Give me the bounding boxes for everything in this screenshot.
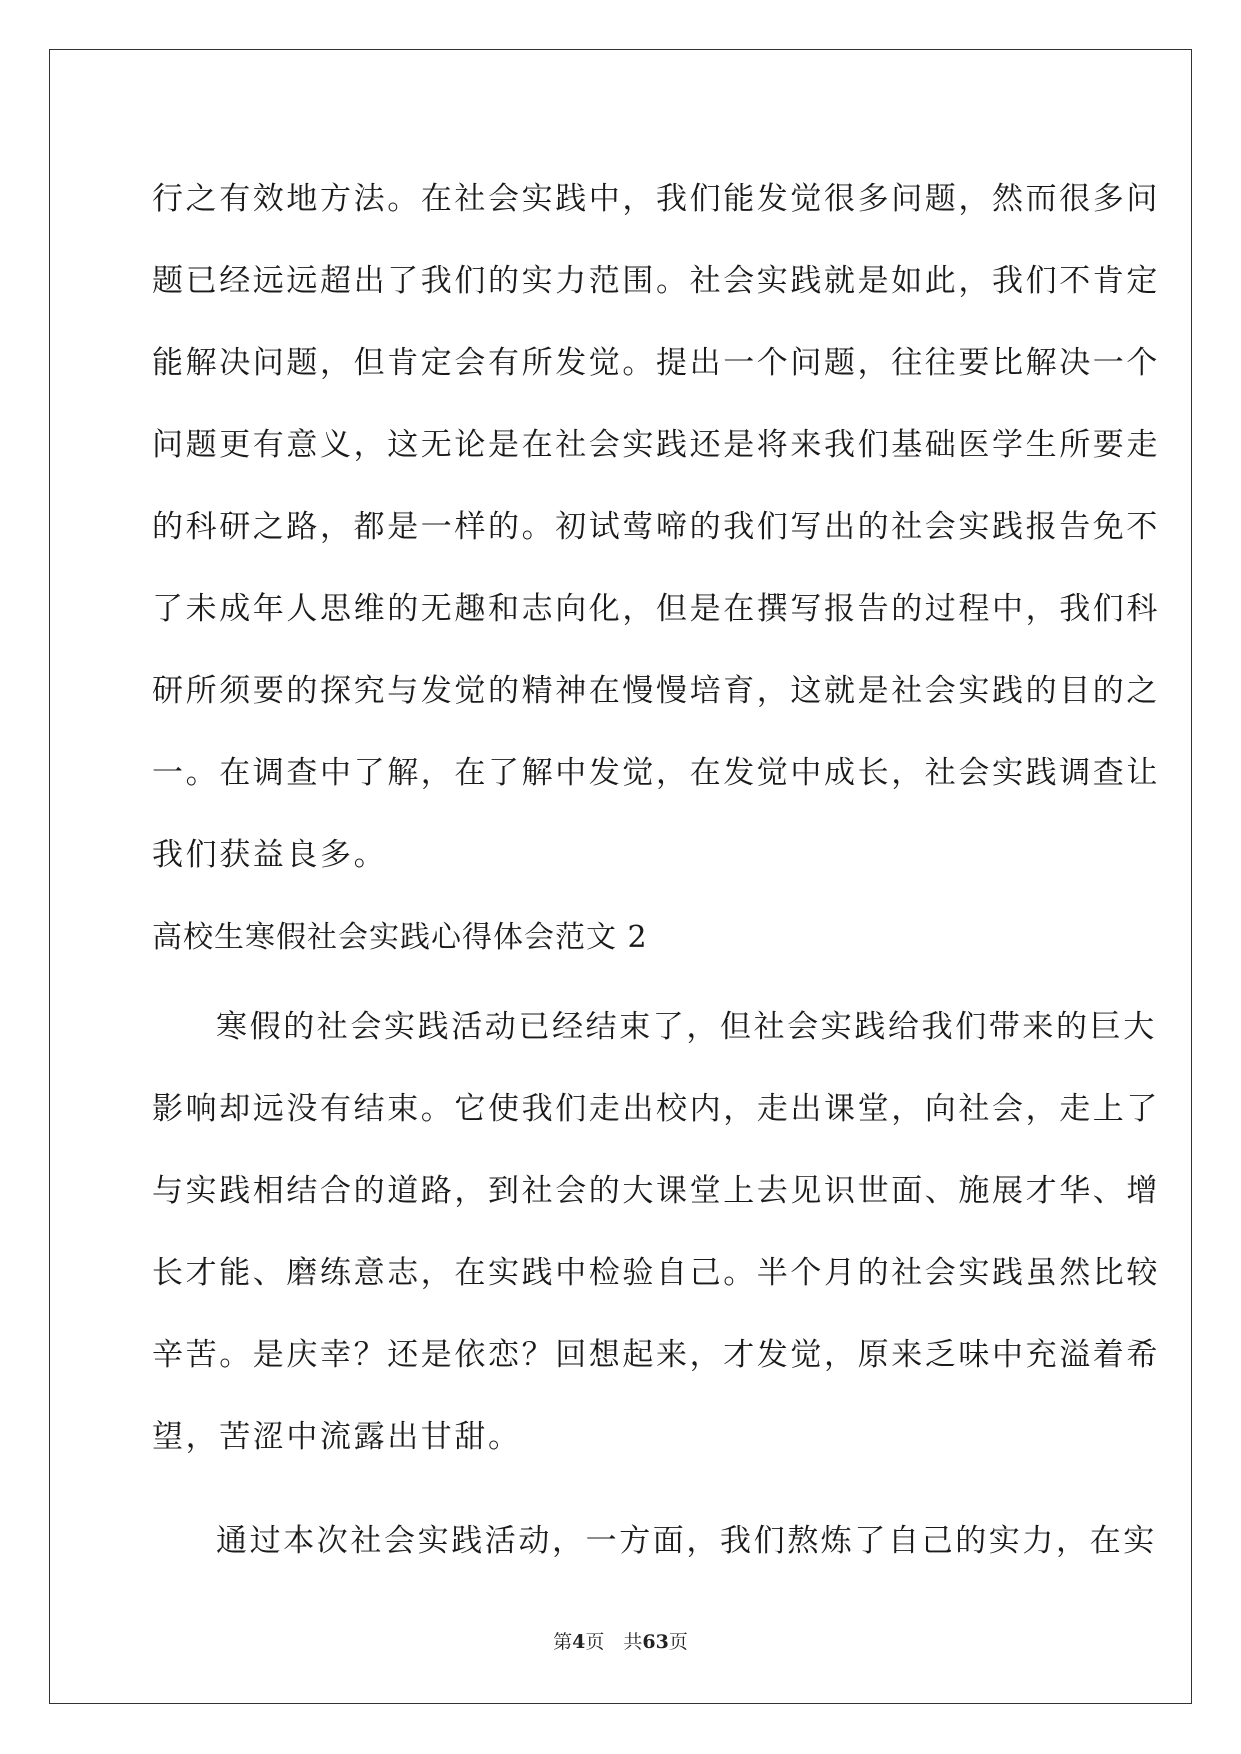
footer-page-suffix: 页 xyxy=(585,1631,605,1653)
text-line: 了未成年人思维的无趣和志向化，但是在撰写报告的过程中，我们科 xyxy=(152,591,1160,627)
continued-paragraph xyxy=(152,158,1160,896)
document-body xyxy=(152,158,1160,1582)
text-line: 与实践相结合的道路，到社会的大课堂上去见识世面、施展才华、增 xyxy=(152,1173,1160,1209)
text-line: 行之有效地方法。在社会实践中，我们能发觉很多问题，然而很多问 xyxy=(152,181,1160,217)
text-line: 研所须要的探究与发觉的精神在慢慢培育，这就是社会实践的目的之 xyxy=(152,673,1160,709)
total-pages: 63 xyxy=(642,1631,669,1653)
footer-prefix: 第 xyxy=(553,1631,573,1653)
page-number: 4 xyxy=(572,1631,586,1653)
paragraph-2 xyxy=(152,986,1160,1478)
page-footer xyxy=(0,1627,1241,1654)
text-line: 能解决问题，但肯定会有所发觉。提出一个问题，往往要比解决一个 xyxy=(152,345,1160,381)
footer-total-prefix: 共 xyxy=(623,1631,643,1653)
text-line: 的科研之路，都是一样的。初试莺啼的我们写出的社会实践报告免不 xyxy=(152,509,1160,545)
section-title: 高校生寒假社会实践心得体会范文 2 xyxy=(152,920,648,955)
text-line: 辛苦。是庆幸？还是依恋？回想起来，才发觉，原来乏味中充溢着希 xyxy=(152,1337,1160,1373)
footer-total-suffix: 页 xyxy=(668,1631,688,1653)
text-line: 题已经远远超出了我们的实力范围。社会实践就是如此，我们不肯定 xyxy=(152,263,1160,299)
text-line: 问题更有意义，这无论是在社会实践还是将来我们基础医学生所要走 xyxy=(152,427,1160,463)
text-line: 我们获益良多。 xyxy=(152,837,388,873)
text-line: 长才能、磨练意志，在实践中检验自己。半个月的社会实践虽然比较 xyxy=(152,1255,1160,1291)
text-line: 一。在调查中了解，在了解中发觉，在发觉中成长，社会实践调查让 xyxy=(152,755,1160,791)
text-line: 通过本次社会实践活动，一方面，我们熬炼了自己的实力，在实 xyxy=(216,1523,1157,1559)
paragraph-3 xyxy=(152,1500,1157,1582)
text-line: 望，苦涩中流露出甘甜。 xyxy=(152,1419,522,1455)
text-line: 寒假的社会实践活动已经结束了，但社会实践给我们带来的巨大 xyxy=(216,1009,1157,1045)
text-line: 影响却远没有结束。它使我们走出校内，走出课堂，向社会，走上了 xyxy=(152,1091,1160,1127)
